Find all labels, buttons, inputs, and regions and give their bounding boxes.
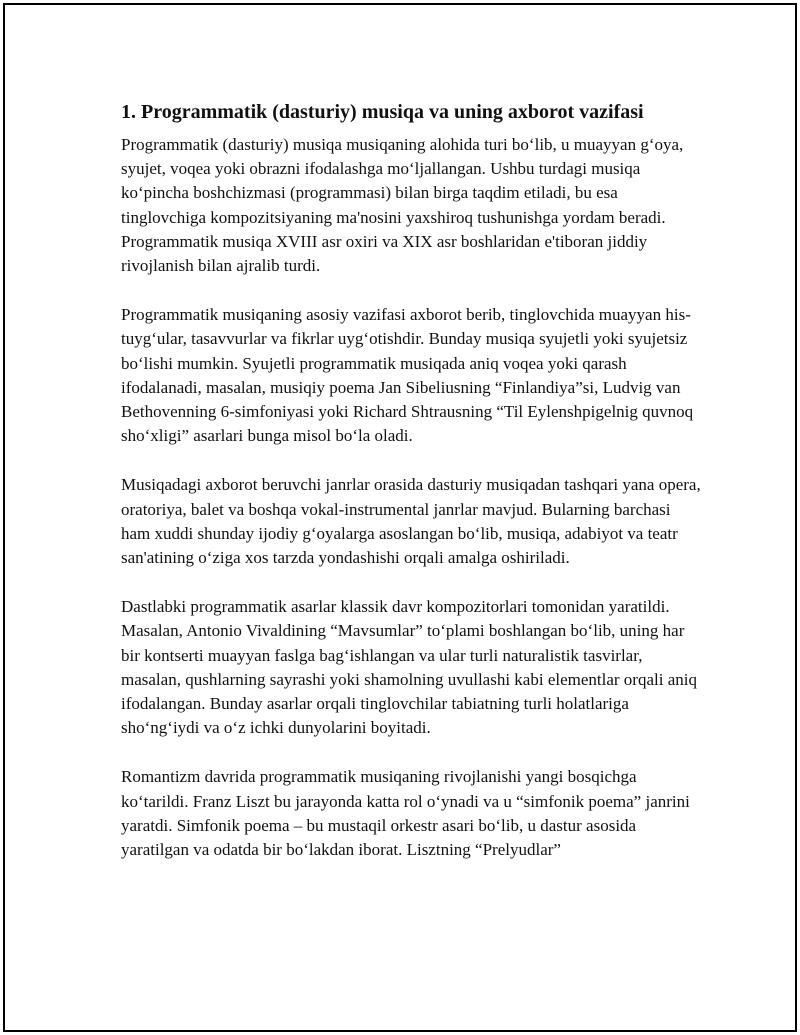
section-heading: 1. Programmatik (dasturiy) musiqa va uning axborot vazifasi [121, 101, 644, 123]
paragraph-5: Romantizm davrida programmatik musiqaning rivojlanishi yangi bosqichga ko‘tarildi. Franz Liszt bu jarayonda katta rol o‘ynadi va u “simfonik poema” janrini yaratdi. Simfonik poema – bu mustaqil orkestr asari bo‘lib, u dastur asosida yaratilgan va odatda bir bo‘lakdan iborat. Lisztning “Prelyudlar” [121, 767, 690, 860]
document-body [121, 99, 701, 887]
paragraph-4: Dastlabki programmatik asarlar klassik davr kompozitorlari tomonidan yaratildi. Masalan, Antonio Vivaldining “Mavsumlar” to‘plami boshlangan bo‘lib, uning har bir kontserti muayyan faslga bag‘ishlangan va ular turli naturalistik tasvirlar, masalan, qushlarning sayrashi yoki shamolning uvullashi kabi elementlar orqali aniq ifodalangan. Bunday asarlar orqali tinglovchilar tabiatning turli holatlariga sho‘ng‘iydi va o‘z ichki dunyolarini boyitadi. [121, 597, 697, 738]
page-frame [3, 3, 797, 1032]
paragraph-1: Programmatik (dasturiy) musiqa musiqaning alohida turi bo‘lib, u muayyan g‘oya, syujet, voqea yoki obrazni ifodalashga mo‘ljallangan. Ushbu turdagi musiqa ko‘pincha boshchizmasi (programmasi) bilan birga taqdim etiladi, bu esa tinglovchiga kompozitsiyaning ma'nosini yaxshiroq tushunishga yordam beradi. Programmatik musiqa XVIII asr oxiri va XIX asr boshlaridan e'tiboran jiddiy rivojlanish bilan ajralib turdi. [121, 135, 684, 276]
paragraph-2: Programmatik musiqaning asosiy vazifasi axborot berib, tinglovchida muayyan his-tuyg‘ular, tasavvurlar va fikrlar uyg‘otishdir. Bunday musiqa syujetli yoki syujetsiz bo‘lishi mumkin. Syujetli programmatik musiqada aniq voqea yoki qarash ifodalanadi, masalan, musiqiy poema Jan Sibeliusning “Finlandiya”si, Ludvig van Bethovenning 6-simfoniyasi yoki Richard Shtrausning “Til Eylenshpigelnig quvnoq sho‘xligi” asarlari bunga misol bo‘la oladi. [121, 305, 694, 446]
paragraph-3: Musiqadagi axborot beruvchi janrlar orasida dasturiy musiqadan tashqari yana opera, oratoriya, balet va boshqa vokal-instrumental janrlar mavjud. Bularning barchasi ham xuddi shunday ijodiy g‘oyalarga asoslangan bo‘lib, musiqa, adabiyot va teatr san'atining o‘ziga xos tarzda yondashishi orqali amalga oshiriladi. [121, 475, 701, 568]
